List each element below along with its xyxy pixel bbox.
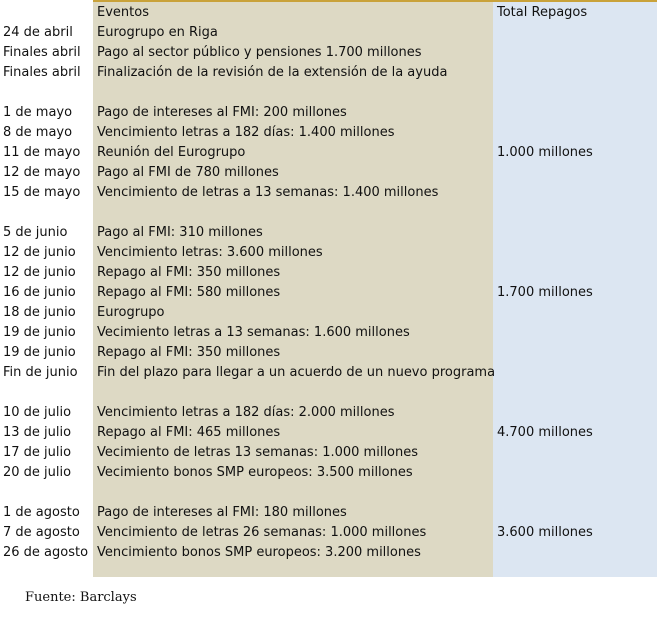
table-row — [0, 123, 657, 143]
table-row — [0, 423, 657, 443]
row-date: 18 de junio — [3, 305, 76, 320]
row-date: 7 de agosto — [3, 525, 80, 540]
row-date: 12 de mayo — [3, 165, 81, 180]
table-row — [0, 443, 657, 463]
row-event: Pago al FMI: 310 millones — [97, 225, 263, 240]
row-event: Vencimiento de letras a 13 semanas: 1.400 millones — [97, 185, 439, 200]
row-date: 5 de junio — [3, 225, 68, 240]
row-date: 19 de junio — [3, 325, 76, 340]
row-date: 12 de junio — [3, 245, 76, 260]
row-total: 1.000 millones — [497, 145, 593, 160]
row-date: 8 de mayo — [3, 125, 73, 140]
row-date: Finales abril — [3, 45, 81, 60]
row-event: Finalización de la revisión de la extensión de la ayuda — [97, 65, 448, 80]
table-row — [0, 363, 657, 383]
row-event: Pago de intereses al FMI: 200 millones — [97, 105, 347, 120]
header-rule — [93, 0, 657, 2]
table-row — [0, 303, 657, 323]
row-date: 1 de mayo — [3, 105, 73, 120]
table-row — [0, 283, 657, 303]
row-event: Vecimiento bonos SMP europeos: 3.500 millones — [97, 465, 413, 480]
row-event: Vencimiento letras a 182 días: 1.400 millones — [97, 125, 395, 140]
row-event: Reunión del Eurogrupo — [97, 145, 246, 160]
table-row — [0, 543, 657, 563]
row-total: 4.700 millones — [497, 425, 593, 440]
table-row — [0, 343, 657, 363]
row-date: 1 de agosto — [3, 505, 80, 520]
row-total: 3.600 millones — [497, 525, 593, 540]
table-row — [0, 503, 657, 523]
row-event: Vecimiento letras a 13 semanas: 1.600 millones — [97, 325, 410, 340]
row-event: Repago al FMI: 580 millones — [97, 285, 281, 300]
row-event: Pago al FMI de 780 millones — [97, 165, 279, 180]
row-date: 26 de agosto — [3, 545, 89, 560]
row-date: 24 de abril — [3, 25, 73, 40]
row-event: Repago al FMI: 350 millones — [97, 265, 281, 280]
row-date: 17 de julio — [3, 445, 72, 460]
row-date: 10 de julio — [3, 405, 72, 420]
row-date: 13 de julio — [3, 425, 72, 440]
row-event: Vencimiento de letras 26 semanas: 1.000 millones — [97, 525, 427, 540]
row-event: Fin del plazo para llegar a un acuerdo de un nuevo programa — [97, 365, 496, 380]
row-event: Eurogrupo en Riga — [97, 25, 218, 40]
row-date: Finales abril — [3, 65, 81, 80]
table-row — [0, 263, 657, 283]
row-event: Vencimiento letras: 3.600 millones — [97, 245, 323, 260]
table-row — [0, 463, 657, 483]
table-row — [0, 523, 657, 543]
row-date: 19 de junio — [3, 345, 76, 360]
row-date: 20 de julio — [3, 465, 72, 480]
row-event: Repago al FMI: 465 millones — [97, 425, 281, 440]
row-date: Fin de junio — [3, 365, 78, 380]
row-event: Repago al FMI: 350 millones — [97, 345, 281, 360]
table-row — [0, 183, 657, 203]
row-event: Pago al sector público y pensiones 1.700 millones — [97, 45, 422, 60]
events-header: Eventos — [97, 5, 149, 20]
table-row — [0, 103, 657, 123]
table-row — [0, 403, 657, 423]
row-date: 11 de mayo — [3, 145, 81, 160]
row-event: Eurogrupo — [97, 305, 165, 320]
row-date: 16 de junio — [3, 285, 76, 300]
table-row — [0, 43, 657, 63]
table-row — [0, 323, 657, 343]
row-event: Vencimiento letras a 182 días: 2.000 millones — [97, 405, 395, 420]
header-row — [0, 3, 657, 23]
row-date: 15 de mayo — [3, 185, 81, 200]
row-event: Vecimiento de letras 13 semanas: 1.000 millones — [97, 445, 419, 460]
table-row — [0, 223, 657, 243]
row-event: Pago de intereses al FMI: 180 millones — [97, 505, 347, 520]
total-header: Total Repagos — [497, 5, 588, 20]
row-date: 12 de junio — [3, 265, 76, 280]
row-total: 1.700 millones — [497, 285, 593, 300]
source-note: Fuente: Barclays — [25, 590, 137, 605]
table-row — [0, 23, 657, 43]
table-row — [0, 243, 657, 263]
table-row — [0, 63, 657, 83]
table-row — [0, 143, 657, 163]
table-row — [0, 163, 657, 183]
row-event: Vencimiento bonos SMP europeos: 3.200 millones — [97, 545, 421, 560]
